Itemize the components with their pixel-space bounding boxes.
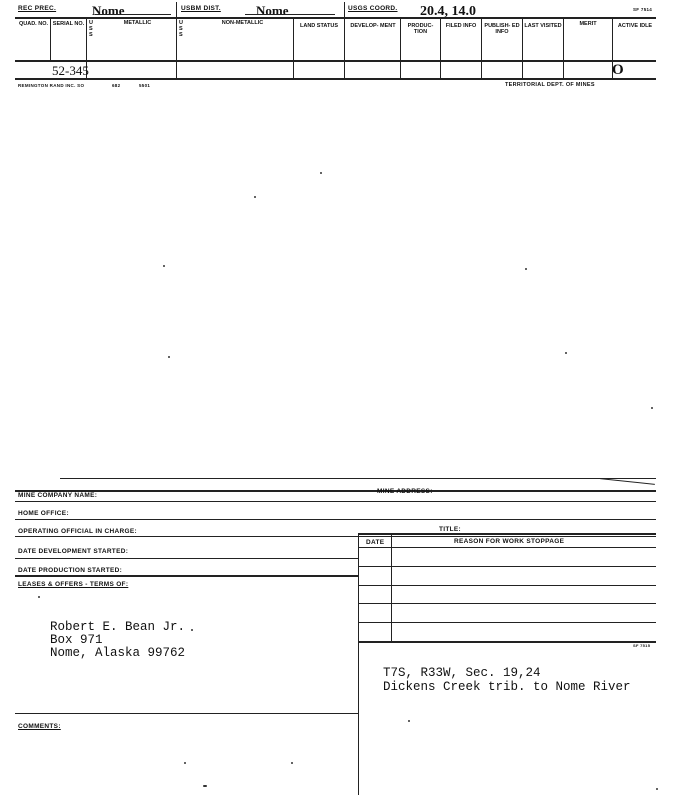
col-quad-no: QUAD. NO.: [18, 21, 49, 27]
speck: [408, 720, 410, 722]
code-b: 5501: [139, 83, 151, 88]
speck: [163, 265, 165, 267]
speck: [565, 352, 567, 354]
usgs-coord-value: 20.4, 14.0: [420, 4, 476, 19]
title-label: TITLE:: [439, 526, 462, 533]
printer-label: REMINGTON RAND INC. SO: [18, 83, 85, 88]
speck: [656, 788, 658, 790]
usbm-dist-label: USBM DIST.: [181, 5, 221, 12]
owner-city: Nome, Alaska 99762: [50, 646, 186, 660]
dept-label: TERRITORIAL DEPT. OF MINES: [505, 82, 595, 88]
col-land-status: LAND STATUS: [300, 23, 338, 29]
speck: [254, 196, 256, 198]
owner-box: Box 971: [50, 633, 103, 647]
serial-value: 52-345: [52, 63, 89, 78]
date-header: DATE: [366, 539, 385, 546]
speck: [651, 407, 653, 409]
active-mark: O: [612, 62, 624, 78]
reason-header: REASON FOR WORK STOPPAGE: [454, 538, 565, 545]
col-last-visited: LAST VISITED: [524, 23, 562, 29]
col-published-info: PUBLISH- ED INFO: [484, 23, 520, 35]
speck: [38, 596, 40, 598]
mine-address-label: MINE ADDRESS:: [377, 488, 433, 495]
rec-prec-label: REC PREC.: [18, 5, 57, 12]
speck: [191, 629, 193, 631]
location-line1: T7S, R33W, Sec. 19,24: [383, 666, 541, 680]
form-number: SF 7514: [633, 7, 653, 12]
owner-name: Robert E. Bean Jr.: [50, 620, 186, 634]
col-development: DEVELOP- MENT: [350, 23, 396, 29]
usbm-dist-value: Nome: [256, 3, 289, 18]
date-development-label: DATE DEVELOPMENT STARTED:: [18, 548, 129, 555]
rec-prec-value: Nome: [92, 3, 125, 18]
operating-official-label: OPERATING OFFICIAL IN CHARGE:: [18, 528, 137, 535]
col-serial-no: SERIAL NO.: [52, 21, 85, 27]
col-filed-info: FILED INFO: [445, 23, 477, 29]
col-non-metallic: NON-METALLIC: [221, 20, 264, 26]
home-office-label: HOME OFFICE:: [18, 510, 69, 517]
col-active-idle: ACTIVE IDLE: [617, 23, 653, 29]
speck: [168, 356, 170, 358]
speck: [203, 785, 207, 787]
usgs-coord-label: USGS COORD.: [348, 5, 398, 12]
form-number-2: SF 7515: [633, 643, 651, 648]
col-production: PRODUC- TION: [407, 23, 434, 35]
speck: [184, 762, 186, 764]
mine-company-name-label: MINE COMPANY NAME:: [18, 492, 98, 499]
location-line2: Dickens Creek trib. to Nome River: [383, 680, 631, 694]
speck: [525, 268, 527, 270]
speck: [291, 762, 293, 764]
col-metallic: METALLIC: [123, 20, 152, 26]
col-merit: MERIT: [579, 21, 597, 27]
speck: [320, 172, 322, 174]
comments-label: COMMENTS:: [18, 723, 61, 730]
leases-offers-label: LEASES & OFFERS - TERMS OF:: [18, 581, 129, 588]
col-uss-metallic: U S S: [89, 20, 93, 38]
col-uss-nonmetallic: U S S: [179, 20, 183, 38]
code-a: 682: [112, 83, 121, 88]
date-production-label: DATE PRODUCTION STARTED:: [18, 567, 123, 574]
